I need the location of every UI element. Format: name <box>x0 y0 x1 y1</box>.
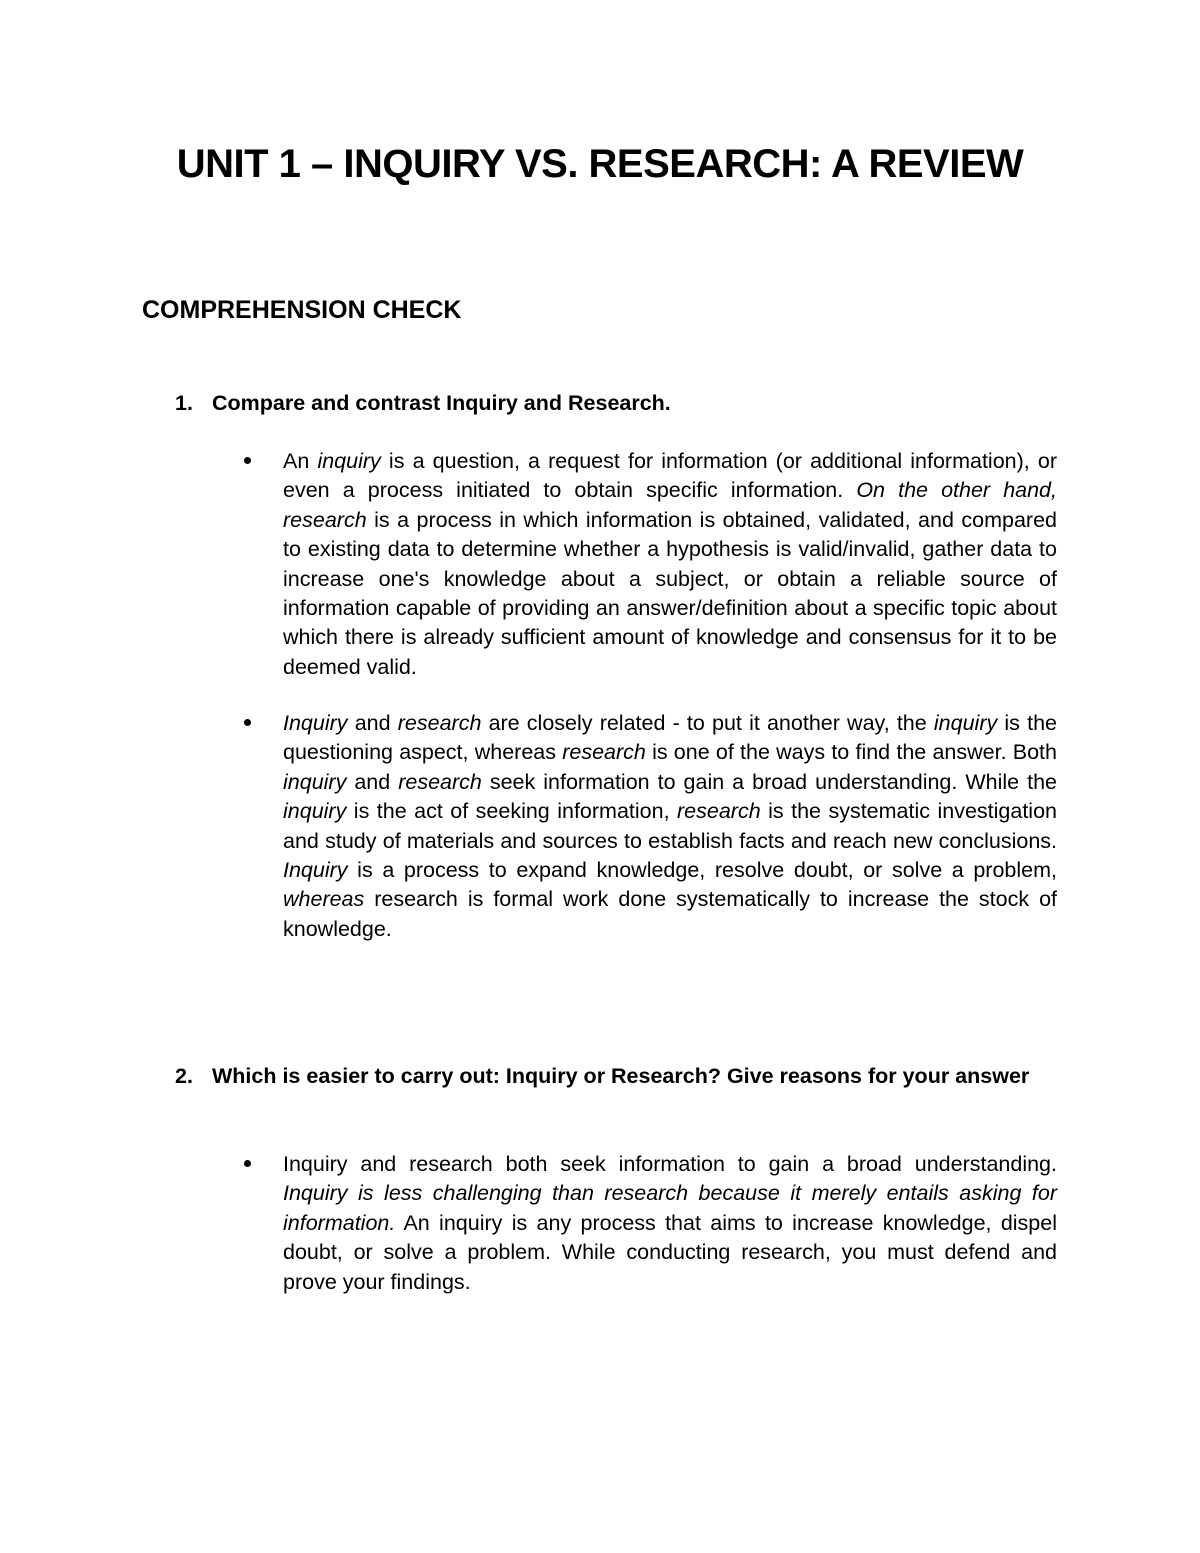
italic-run: Inquiry <box>283 711 348 735</box>
bullet-icon <box>244 719 251 726</box>
italic-run: research <box>397 711 482 735</box>
text-run: seek information to gain a broad understanding. While the <box>481 769 1057 794</box>
question-number: 2. <box>175 1064 193 1088</box>
question-text: Compare and contrast Inquiry and Research. <box>212 391 671 415</box>
page-title: UNIT 1 – INQUIRY VS. RESEARCH: A REVIEW <box>176 142 1024 186</box>
answer-bullet <box>244 1150 1057 1297</box>
bullet-icon <box>244 457 251 464</box>
question-1 <box>175 389 1057 418</box>
italic-run: On the other hand, research <box>283 478 1057 532</box>
text-run: is one of the ways to find the answer. Both <box>645 740 1057 765</box>
italic-run: inquiry <box>933 711 998 735</box>
question-2 <box>175 1062 1057 1091</box>
question-text: Which is easier to carry out: Inquiry or Research? Give reasons for your answer <box>212 1064 1030 1088</box>
italic-run: research <box>562 740 646 765</box>
bullet-text <box>283 447 1057 682</box>
question-number: 1. <box>175 391 193 415</box>
text-run: are closely related - to put it another way, the <box>481 711 934 735</box>
italic-run: Inquiry <box>283 858 348 883</box>
text-run: is a process to expand knowledge, resolve doubt, or solve a problem, <box>347 858 1057 883</box>
answer-bullet <box>244 709 1057 944</box>
text-run: and <box>346 769 399 794</box>
italic-run: Inquiry is less challenging than research because it merely entails asking for information. <box>283 1181 1057 1235</box>
text-run: is a process in which information is obtained, validated, and compared to existing data to determine whether a hypothesis is valid/invalid, gather data to increase one's knowledge about a subject, or obtain a reliable source of information capable of providing an answer/definition about a specific topic about which there is already sufficient amount of knowledge and consensus for it to be deemed valid. <box>283 507 1057 679</box>
text-run: An <box>283 449 318 473</box>
section-heading: COMPREHENSION CHECK <box>142 296 462 324</box>
italic-run: whereas <box>283 887 365 912</box>
italic-run: inquiry <box>283 799 347 824</box>
italic-run: research <box>398 769 482 794</box>
text-run: is a question, a request for information (or additional information), or even a process initiated to obtain specific information. <box>283 449 1057 503</box>
bullet-text <box>283 709 1057 944</box>
answer-bullet <box>244 447 1057 682</box>
italic-run: inquiry <box>317 449 381 473</box>
text-run: An inquiry is any process that aims to increase knowledge, dispel doubt, or solve a problem. While conducting research, you must defend and prove your findings. <box>283 1210 1057 1294</box>
text-run: Inquiry and research both seek information to gain a broad understanding. <box>283 1152 1057 1176</box>
italic-run: inquiry <box>283 769 347 794</box>
text-run: and <box>347 711 398 735</box>
text-run: is the systematic investigation and study of materials and sources to establish facts and reach new conclusions. <box>283 799 1057 853</box>
bullet-icon <box>244 1160 251 1167</box>
italic-run: research <box>677 799 761 824</box>
text-run: is the questioning aspect, whereas <box>283 711 1057 765</box>
text-run: is the act of seeking information, <box>346 799 678 824</box>
bullet-text <box>283 1150 1057 1297</box>
text-run: research is formal work done systematically to increase the stock of knowledge. <box>283 887 1057 941</box>
